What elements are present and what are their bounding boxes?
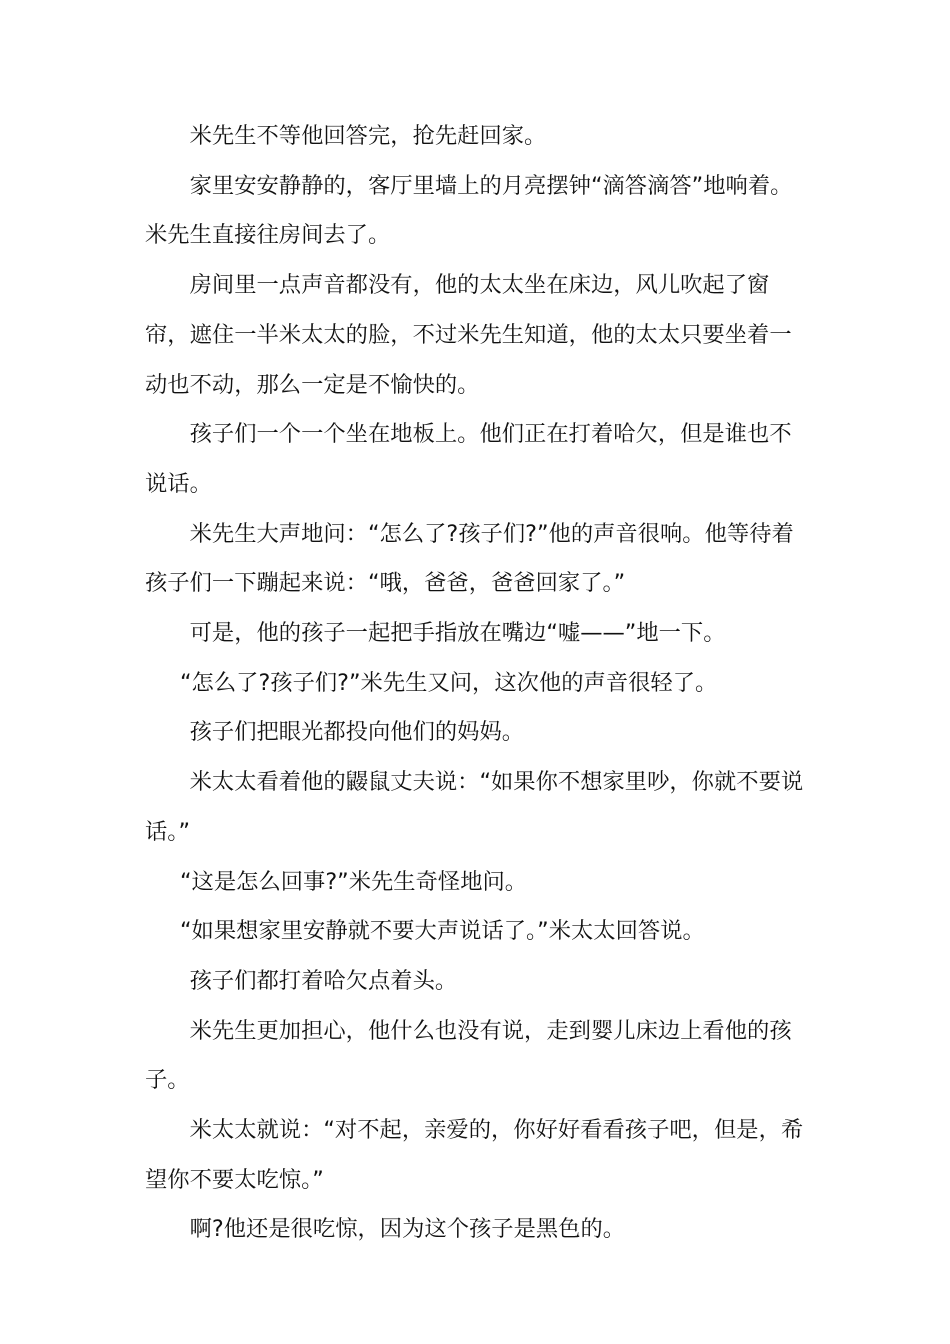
- paragraph: 房间里一点声音都没有，他的太太坐在床边，风儿吹起了窗帘，遮住一半米太太的脸，不过米先生知道，他的太太只要坐着一动也不动，那么一定是不愉快的。: [145, 272, 792, 398]
- paragraph: “怎么了?孩子们?”米先生又问，这次他的声音很轻了。: [180, 669, 718, 696]
- paragraph: 米先生大声地问：“怎么了?孩子们?”他的声音很响。他等待着孩子们一下蹦起来说：“哦，爸爸，爸爸回家了。”: [145, 520, 794, 597]
- paragraph: 孩子们把眼光都投向他们的妈妈。: [189, 719, 525, 746]
- paragraph: 米先生更加担心，他什么也没有说，走到婴儿床边上看他的孩子。: [145, 1017, 792, 1094]
- paragraph: 可是，他的孩子一起把手指放在嘴边“嘘——”地一下。: [189, 620, 726, 647]
- paragraph: 家里安安静静的，客厅里墙上的月亮摆钟“滴答滴答”地响着。米先生直接往房间去了。: [145, 172, 793, 249]
- paragraph: 米先生不等他回答完，抢先赶回家。: [189, 123, 547, 149]
- paragraph: 米太太看着他的鼹鼠丈夫说：“如果你不想家里吵，你就不要说话。”: [145, 769, 804, 845]
- paragraph: “如果想家里安静就不要大声说话了。”米太太回答说。: [180, 918, 705, 945]
- paragraph: “这是怎么回事?”米先生奇怪地问。: [180, 868, 528, 895]
- paragraph: 米太太就说：“对不起，亲爱的，你好好看看孩子吧，但是，希望你不要太吃惊。”: [145, 1117, 804, 1193]
- paragraph: 孩子们都打着哈欠点着头。: [189, 967, 458, 994]
- paragraph: 孩子们一个一个坐在地板上。他们正在打着哈欠，但是谁也不说话。: [145, 421, 792, 497]
- paragraph: 啊?他还是很吃惊，因为这个孩子是黑色的。: [189, 1216, 626, 1243]
- document-body: [145, 112, 813, 1255]
